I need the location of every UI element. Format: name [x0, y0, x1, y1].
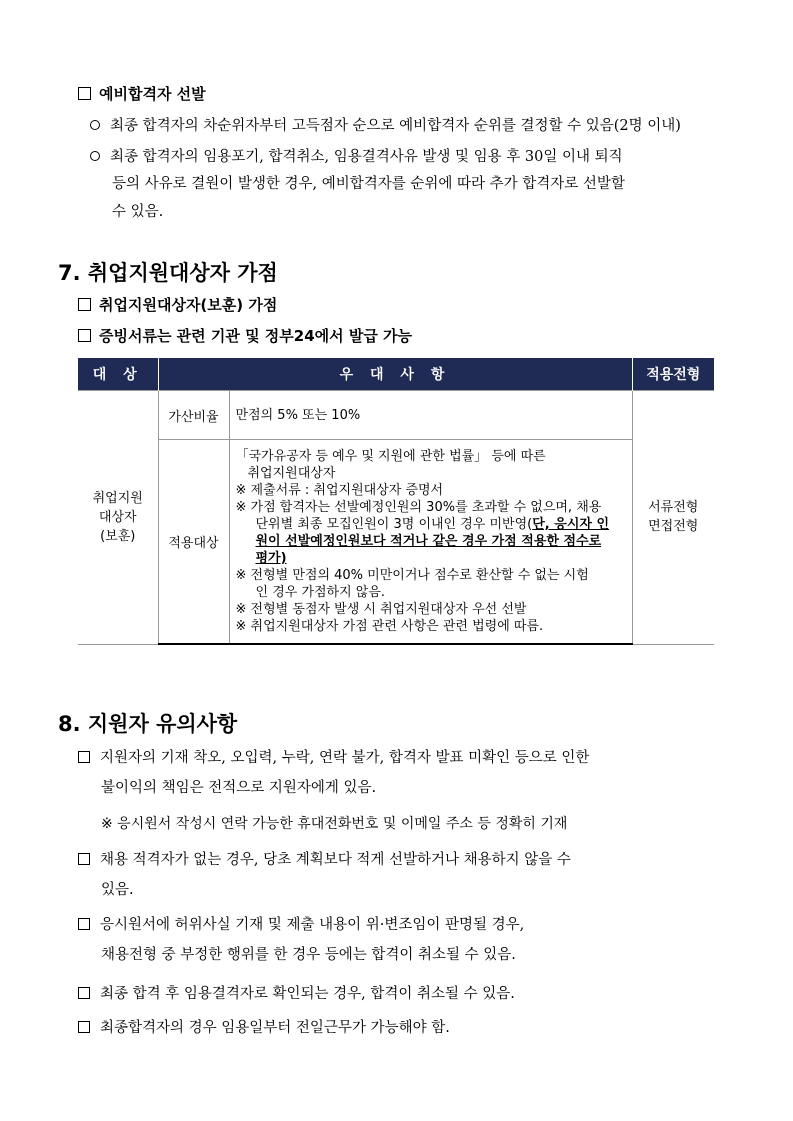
notice-item-4-text: 최종 합격 후 임용결격자로 확인되는 경우, 합격이 취소될 수 있음.: [100, 986, 515, 1002]
checkbox-square-icon: [78, 87, 91, 100]
notice-item-5: [78, 1016, 450, 1037]
row2-line: ※ 전형별 만점의 40% 미만이거나 점수로 환산할 수 없는 시험: [235, 568, 589, 583]
header-target: 대 상: [78, 358, 158, 391]
notice-item-3-cont: 채용전형 중 부정한 행위를 한 경우 등에는 합격이 취소될 수 있음.: [101, 947, 516, 963]
row1-label: 가산비율: [158, 391, 229, 440]
checkbox-square-icon: [78, 853, 90, 865]
notice-item-1-note: ※ 응시원서 작성시 연락 가능한 휴대전화번호 및 이메일 주소 등 정확히 기재: [101, 816, 568, 832]
target-cell: [78, 391, 158, 645]
apply-cell: [632, 391, 714, 645]
notice-item-3: [78, 913, 524, 934]
row2-line-emphasis: 평가): [255, 551, 287, 566]
benefit-table: [78, 358, 714, 645]
table-row: [78, 440, 714, 645]
section-7-sub1-text: 취업지원대상자(보훈) 가점: [99, 296, 278, 314]
notice-item-5-text: 최종합격자의 경우 임용일부터 전일근무가 가능해야 함.: [100, 1020, 450, 1036]
header-apply: 적용전형: [632, 358, 714, 391]
row2-line: 취업지원대상자: [247, 466, 336, 481]
reserve-item-2-text: 최종 합격자의 임용포기, 합격취소, 임용결격사유 발생 및 임용 후 30일 이내 퇴직: [110, 149, 623, 165]
notice-item-1-cont: 불이익의 책임은 전적으로 지원자에게 있음.: [101, 780, 377, 796]
circle-bullet-icon: [90, 151, 100, 161]
notice-item-4: [78, 982, 515, 1003]
target-line-1: 취업지원: [92, 490, 143, 506]
row2-line: ※ 가점 합격자는 선발예정인원의 30%를 초과할 수 없으며, 채용: [235, 500, 602, 515]
row2-line-emphasis: 단, 응시자 인: [532, 517, 610, 532]
header-benefit: 우 대 사 항: [158, 358, 632, 391]
checkbox-square-icon: [78, 751, 90, 763]
reserve-heading-text: 예비합격자 선발: [99, 85, 206, 103]
notice-item-1: [78, 746, 589, 767]
section-7-title: 7. 취업지원대상자 가점: [58, 261, 278, 285]
reserve-item-1-text: 최종 합격자의 차순위자부터 고득점자 순으로 예비합격자 순위를 결정할 수 있음(2명 이내): [110, 118, 681, 134]
row2-line: ※ 제출서류 : 취업지원대상자 증명서: [235, 483, 444, 498]
row2-line-emphasis: 원이 선발예정인원보다 적거나 같은 경우 가점 적용한 점수로: [255, 534, 602, 549]
section-7-sub2-text: 증빙서류는 관련 기관 및 정부24에서 발급 가능: [99, 327, 413, 345]
notice-item-3-text: 응시원서에 허위사실 기재 및 제출 내용이 위·변조임이 판명될 경우,: [100, 917, 525, 933]
row2-line-part: 단위별 최종 모집인원이 3명 이내인 경우 미반영(: [255, 517, 533, 532]
reserve-heading: [78, 83, 206, 104]
checkbox-square-icon: [78, 329, 91, 342]
section-7-sub2: [78, 325, 412, 346]
table-header-row: [78, 358, 714, 391]
target-line-2: 대상자: [98, 509, 137, 525]
apply-line-1: 서류전형: [648, 500, 699, 516]
row2-line: ※ 취업지원대상자 가점 관련 사항은 관련 법령에 따름.: [235, 619, 544, 634]
checkbox-square-icon: [78, 298, 91, 311]
row2-line: 인 경우 가점하지 않음.: [255, 585, 386, 600]
section-7-sub1: [78, 294, 277, 315]
notice-item-1-text: 지원자의 기재 착오, 오입력, 누락, 연락 불가, 합격자 발표 미확인 등으로 인한: [100, 750, 590, 766]
notice-item-2-text: 채용 적격자가 없는 경우, 당초 계획보다 적게 선발하거나 채용하지 않을 수: [100, 852, 571, 868]
apply-line-2: 면접전형: [648, 519, 699, 535]
notice-item-2-cont: 있음.: [101, 882, 134, 898]
notice-item-2: [78, 848, 571, 869]
reserve-item-2: [90, 145, 623, 166]
row2-line: 「국가유공자 등 예우 및 지원에 관한 법률」 등에 따른: [235, 449, 546, 464]
row2-line: [236, 516, 626, 533]
circle-bullet-icon: [90, 120, 100, 130]
reserve-item-2-cont: 등의 사유로 결원이 발생한 경우, 예비합격자를 순위에 따라 추가 합격자로 선발할: [112, 176, 625, 192]
reserve-item-2-cont2: 수 있음.: [112, 204, 164, 220]
row2-line: [236, 550, 626, 567]
row2-content: [229, 440, 632, 645]
checkbox-square-icon: [78, 918, 90, 930]
table-row: [78, 391, 714, 440]
row2-line: ※ 전형별 동점자 발생 시 취업지원대상자 우선 선발: [235, 602, 527, 617]
row1-value: 만점의 5% 또는 10%: [229, 391, 632, 440]
checkbox-square-icon: [78, 1021, 90, 1033]
checkbox-square-icon: [78, 987, 90, 999]
section-8-title: 8. 지원자 유의사항: [58, 712, 238, 736]
row2-label: 적용대상: [158, 440, 229, 645]
reserve-item-1: [90, 114, 681, 135]
target-line-3: (보훈): [100, 528, 136, 544]
